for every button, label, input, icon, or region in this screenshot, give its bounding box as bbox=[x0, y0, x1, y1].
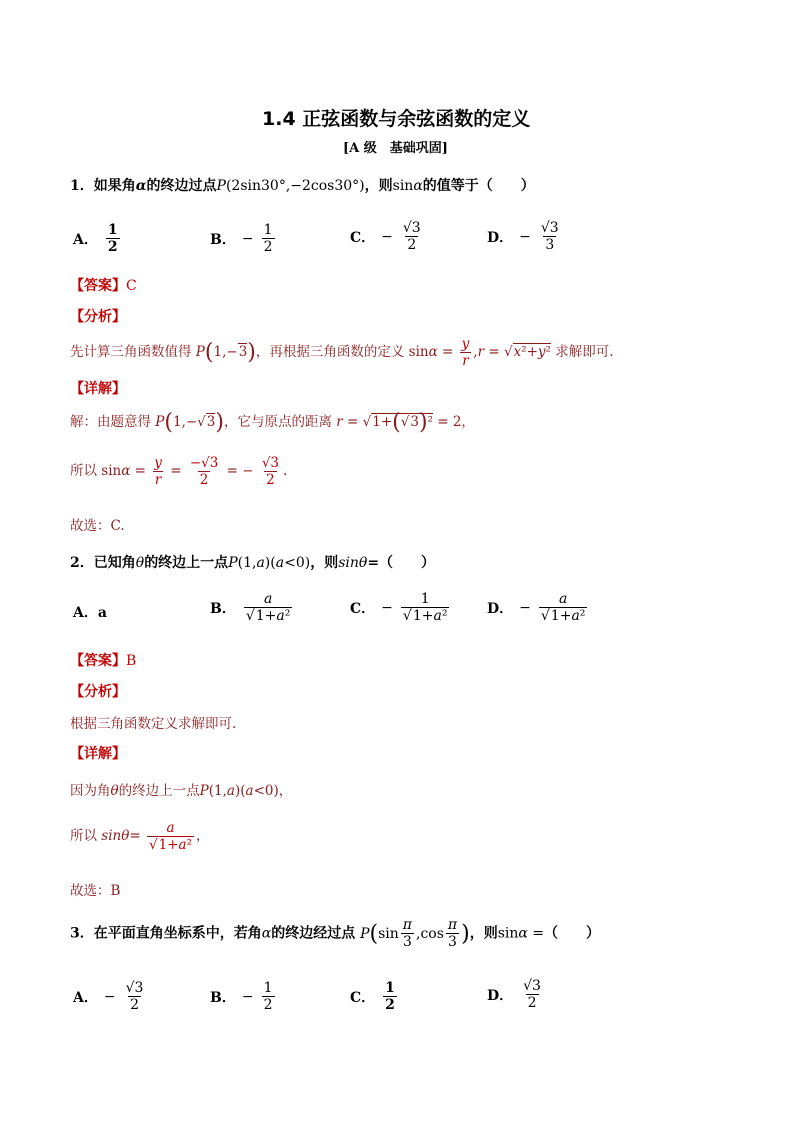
question-1-stem bbox=[70, 175, 535, 195]
q3-option-c[interactable]: C． $\frac{1}{2}$ bbox=[350, 980, 395, 1013]
q2-option-b[interactable]: B． $\frac{a}{\text{√1+a²}}$ bbox=[210, 591, 291, 624]
q1-choose: 故选：C. bbox=[70, 518, 125, 534]
question-2-stem: 2．已知角θ的终边上一点P(1,a)(a<0)，则sinθ=（ ） bbox=[70, 555, 436, 571]
q1-detail-line2: 所以 sinα = $\frac{y}{r}$ = $\frac{-√3}{2}$ = − $\frac{√3}{2}$ . bbox=[70, 455, 288, 488]
q1-analysis-label: 【分析】 bbox=[70, 309, 126, 325]
alpha-symbol: α bbox=[135, 178, 147, 194]
q1-detail-label: 【详解】 bbox=[70, 381, 126, 397]
q3-option-b[interactable]: B． − $\frac{1}{2}$ bbox=[210, 980, 273, 1013]
q1-sin: sinα bbox=[392, 178, 423, 194]
q2-detail-line2: 所以 sinθ= $\frac{a}{\text{√1+a²}}$ ， bbox=[70, 820, 210, 853]
q1-option-d[interactable]: D． − $\frac{√3}{3}$ bbox=[487, 220, 559, 253]
page-title: 1.4 正弦函数与余弦函数的定义 bbox=[262, 108, 531, 130]
q2-detail-line1: 因为角θ的终边上一点P(1,a)(a<0)， bbox=[70, 783, 293, 799]
q1-option-a[interactable]: A． $\frac{1}{2}$ bbox=[73, 222, 118, 255]
q1-answer: 【答案】C bbox=[70, 278, 137, 294]
q1-stem-a: 1．如果角 bbox=[70, 178, 136, 194]
q3-option-a[interactable]: A． − $\frac{√3}{2}$ bbox=[73, 980, 144, 1013]
q1-analysis-text: 先计算三角函数值得 P(1,−3)，再根据三角函数的定义 sinα = $\frac{y}{r}$ ,r = √x²+y² 求解即可. bbox=[70, 336, 614, 369]
q1-point: P(2sin30°,−2cos30°) bbox=[216, 178, 365, 194]
q2-analysis-text: 根据三角函数定义求解即可. bbox=[70, 716, 237, 732]
q1-detail-line1: 解：由题意得 P(1,−√3)，它与原点的距离 r = √1+(√3)² = 2， bbox=[70, 410, 475, 435]
question-3-stem: 3．在平面直角坐标系中，若角α的终边经过点 P(sin $\frac{\pi}{3}$ ,cos $\frac{\pi}{3}$ )，则sinα =（ ） bbox=[70, 917, 601, 950]
q2-option-a[interactable]: A．a bbox=[73, 605, 107, 621]
q2-option-c[interactable]: C． − $\frac{1}{\text{√1+a²}}$ bbox=[350, 591, 448, 624]
q1-stem-c: ，则 bbox=[364, 178, 393, 194]
level-subtitle: [A 级 基础巩固] bbox=[343, 141, 448, 156]
q1-stem-d: 的值等于（ ） bbox=[422, 178, 535, 194]
q2-analysis-label: 【分析】 bbox=[70, 684, 126, 700]
q2-choose: 故选：B bbox=[70, 883, 121, 899]
q1-option-b[interactable]: B． − $\frac{1}{2}$ bbox=[210, 222, 273, 255]
q1-stem-b: 的终边过点 bbox=[146, 178, 217, 194]
q2-detail-label: 【详解】 bbox=[70, 746, 126, 762]
q3-option-d[interactable]: D． $\frac{√3}{2}$ bbox=[487, 978, 541, 1011]
q2-option-d[interactable]: D． − $\frac{a}{\text{√1+a²}}$ bbox=[487, 591, 586, 624]
q1-option-c[interactable]: C． − $\frac{√3}{2}$ bbox=[350, 220, 421, 253]
q2-answer: 【答案】B bbox=[70, 653, 137, 669]
